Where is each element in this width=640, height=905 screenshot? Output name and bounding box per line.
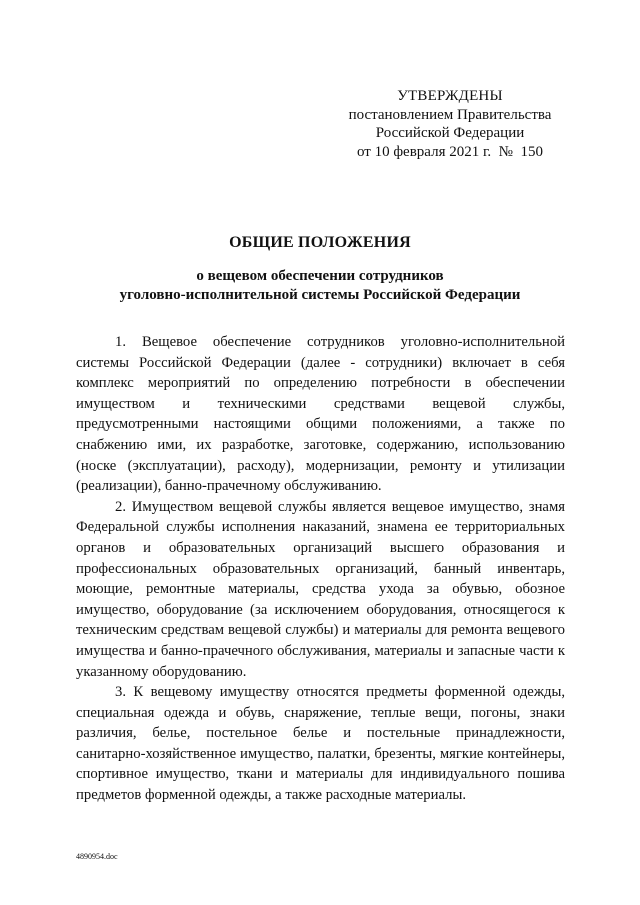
paragraph-2: 2. Имуществом вещевой службы является вещевое имущество, знамя Федеральной службы исполнения наказаний, знамена ее территориальных органов и образовательных организаций высшего образования и профессиональных образовательных организаций, банный инвентарь, моющие, ремонтные материалы, средства ухода за обувью, обозное имущество, оборудование (за исключением оборудования, относящегося к техническим средствам вещевой службы) и материалы для ремонта вещевого имущества и банно-прачечного обслуживания, материалы и запасные части к указанному оборудованию. [76,498,565,680]
subtitle-line-1: о вещевом обеспечении сотрудников [196,268,444,284]
approval-stamp-block [330,87,570,161]
paragraph-3: 3. К вещевому имуществу относятся предметы форменной одежды, специальная одежда и обувь, снаряжение, теплые вещи, погоны, знаки различия, белье, постельное белье и постельные принадлежности, санитарно-хозяйственное имущество, палатки, брезенты, мягкие контейнеры, спортивное имущество, ткани и материалы для индивидуального пошива предметов форменной одежды, а также расходные материалы. [76,684,565,804]
paragraph-1: 1. Вещевое обеспечение сотрудников уголовно-исполнительной системы Российской Федерации (далее - сотрудники) включает в себя комплекс мероприятий по определению потребности в обеспечении имуществом и техническими средствами вещевой службы, предусмотренными настоящими общими положениями, а также по снабжению ими, их разработке, заготовке, содержанию, использованию (носке (эксплуатации), расходу), модернизации, ремонту и утилизации (реализации), банно-прачечному обслуживанию. [76,334,565,495]
page-title: ОБЩИЕ ПОЛОЖЕНИЯ [229,234,411,251]
approval-stamp: УТВЕРЖДЕНЫ [397,88,503,104]
page-subtitle [60,267,580,304]
approval-line-2: Российской Федерации [375,125,525,141]
heading-block [60,233,580,304]
subtitle-line-2: уголовно-исполнительной системы Российской Федерации [119,286,521,303]
footer-file-name: 4890954.doc [76,852,118,861]
document-body [76,332,565,806]
approval-date-line: от 10 февраля 2021 г. № 150 [356,143,543,160]
approval-line-1: постановлением Правительства [348,106,552,123]
